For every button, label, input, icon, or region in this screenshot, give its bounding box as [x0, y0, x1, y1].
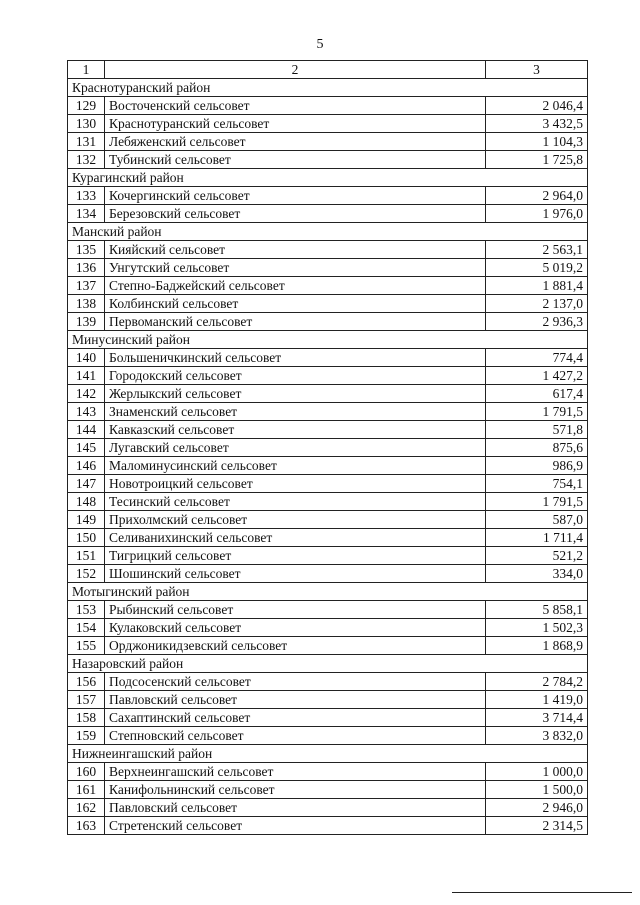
column-header-3: 3 — [486, 61, 588, 79]
amount-value: 2 137,0 — [486, 295, 588, 313]
row-number: 138 — [68, 295, 105, 313]
amount-value: 334,0 — [486, 565, 588, 583]
row-number: 161 — [68, 781, 105, 799]
row-number: 156 — [68, 673, 105, 691]
row-number: 140 — [68, 349, 105, 367]
amount-value: 2 563,1 — [486, 241, 588, 259]
amount-value: 2 046,4 — [486, 97, 588, 115]
amount-value: 5 019,2 — [486, 259, 588, 277]
settlement-name: Верхнеингашский сельсовет — [105, 763, 486, 781]
table-row — [68, 475, 588, 493]
settlement-name: Павловский сельсовет — [105, 799, 486, 817]
table-row — [68, 187, 588, 205]
table-row — [68, 457, 588, 475]
table-row — [68, 727, 588, 745]
row-number: 132 — [68, 151, 105, 169]
row-number: 139 — [68, 313, 105, 331]
district-name: Мотыгинский район — [68, 583, 588, 601]
amount-value: 1 881,4 — [486, 277, 588, 295]
amount-value: 1 427,2 — [486, 367, 588, 385]
district-row — [68, 583, 588, 601]
column-header-1: 1 — [68, 61, 105, 79]
settlement-name: Жерлыкский сельсовет — [105, 385, 486, 403]
table-row — [68, 493, 588, 511]
amount-value: 1 976,0 — [486, 205, 588, 223]
row-number: 146 — [68, 457, 105, 475]
table-row — [68, 295, 588, 313]
amount-value: 587,0 — [486, 511, 588, 529]
row-number: 148 — [68, 493, 105, 511]
table-row — [68, 151, 588, 169]
row-number: 147 — [68, 475, 105, 493]
settlement-name: Унгутский сельсовет — [105, 259, 486, 277]
row-number: 135 — [68, 241, 105, 259]
district-row — [68, 79, 588, 97]
table-row — [68, 619, 588, 637]
amount-value: 1 500,0 — [486, 781, 588, 799]
settlement-name: Канифольнинский сельсовет — [105, 781, 486, 799]
table-row — [68, 313, 588, 331]
settlement-name: Большеничкинский сельсовет — [105, 349, 486, 367]
table-row — [68, 565, 588, 583]
amount-value: 2 314,5 — [486, 817, 588, 835]
amount-value: 521,2 — [486, 547, 588, 565]
amount-value: 571,8 — [486, 421, 588, 439]
table-row — [68, 421, 588, 439]
settlement-name: Кияйский сельсовет — [105, 241, 486, 259]
district-name: Манский район — [68, 223, 588, 241]
amount-value: 2 936,3 — [486, 313, 588, 331]
settlement-name: Тесинский сельсовет — [105, 493, 486, 511]
settlement-name: Лугавский сельсовет — [105, 439, 486, 457]
settlement-name: Городокский сельсовет — [105, 367, 486, 385]
table-row — [68, 205, 588, 223]
row-number: 144 — [68, 421, 105, 439]
row-number: 130 — [68, 115, 105, 133]
amount-value: 774,4 — [486, 349, 588, 367]
allocation-table — [67, 60, 588, 835]
amount-value: 617,4 — [486, 385, 588, 403]
amount-value: 5 858,1 — [486, 601, 588, 619]
page-number: 5 — [316, 37, 324, 52]
district-name: Краснотуранский район — [68, 79, 588, 97]
settlement-name: Селиванихинский сельсовет — [105, 529, 486, 547]
column-header-row — [68, 61, 588, 79]
settlement-name: Кулаковский сельсовет — [105, 619, 486, 637]
settlement-name: Кавказский сельсовет — [105, 421, 486, 439]
row-number: 157 — [68, 691, 105, 709]
district-row — [68, 655, 588, 673]
row-number: 163 — [68, 817, 105, 835]
amount-value: 2 784,2 — [486, 673, 588, 691]
settlement-name: Рыбинский сельсовет — [105, 601, 486, 619]
settlement-name: Новотроицкий сельсовет — [105, 475, 486, 493]
row-number: 158 — [68, 709, 105, 727]
settlement-name: Павловский сельсовет — [105, 691, 486, 709]
amount-value: 1 868,9 — [486, 637, 588, 655]
settlement-name: Тубинский сельсовет — [105, 151, 486, 169]
settlement-name: Степновский сельсовет — [105, 727, 486, 745]
table-row — [68, 403, 588, 421]
table-row — [68, 781, 588, 799]
settlement-name: Первоманский сельсовет — [105, 313, 486, 331]
settlement-name: Стретенский сельсовет — [105, 817, 486, 835]
row-number: 137 — [68, 277, 105, 295]
district-row — [68, 331, 588, 349]
table-row — [68, 349, 588, 367]
amount-value: 1 791,5 — [486, 403, 588, 421]
settlement-name: Степно-Баджейский сельсовет — [105, 277, 486, 295]
row-number: 145 — [68, 439, 105, 457]
row-number: 134 — [68, 205, 105, 223]
amount-value: 1 725,8 — [486, 151, 588, 169]
row-number: 160 — [68, 763, 105, 781]
column-header-2: 2 — [105, 61, 486, 79]
table-row — [68, 691, 588, 709]
row-number: 153 — [68, 601, 105, 619]
amount-value: 875,6 — [486, 439, 588, 457]
amount-value: 1 711,4 — [486, 529, 588, 547]
row-number: 159 — [68, 727, 105, 745]
table-row — [68, 547, 588, 565]
district-name: Назаровский район — [68, 655, 588, 673]
settlement-name: Орджоникидзевский сельсовет — [105, 637, 486, 655]
table-row — [68, 637, 588, 655]
amount-value: 986,9 — [486, 457, 588, 475]
table-row — [68, 259, 588, 277]
settlement-name: Восточенский сельсовет — [105, 97, 486, 115]
amount-value: 1 419,0 — [486, 691, 588, 709]
row-number: 155 — [68, 637, 105, 655]
table-row — [68, 277, 588, 295]
row-number: 154 — [68, 619, 105, 637]
footer-rule — [452, 892, 632, 893]
district-name: Курагинский район — [68, 169, 588, 187]
settlement-name: Колбинский сельсовет — [105, 295, 486, 313]
table-row — [68, 133, 588, 151]
table-row — [68, 385, 588, 403]
row-number: 141 — [68, 367, 105, 385]
settlement-name: Знаменский сельсовет — [105, 403, 486, 421]
district-row — [68, 223, 588, 241]
amount-value: 3 832,0 — [486, 727, 588, 745]
table-body — [68, 61, 588, 835]
row-number: 152 — [68, 565, 105, 583]
row-number: 150 — [68, 529, 105, 547]
table-row — [68, 439, 588, 457]
amount-value: 1 502,3 — [486, 619, 588, 637]
settlement-name: Краснотуранский сельсовет — [105, 115, 486, 133]
row-number: 133 — [68, 187, 105, 205]
row-number: 142 — [68, 385, 105, 403]
settlement-name: Шошинский сельсовет — [105, 565, 486, 583]
district-row — [68, 169, 588, 187]
settlement-name: Маломинусинский сельсовет — [105, 457, 486, 475]
amount-value: 2 946,0 — [486, 799, 588, 817]
amount-value: 1 104,3 — [486, 133, 588, 151]
amount-value: 754,1 — [486, 475, 588, 493]
district-row — [68, 745, 588, 763]
table-row — [68, 241, 588, 259]
row-number: 129 — [68, 97, 105, 115]
row-number: 143 — [68, 403, 105, 421]
table-row — [68, 601, 588, 619]
settlement-name: Тигрицкий сельсовет — [105, 547, 486, 565]
settlement-name: Сахаптинский сельсовет — [105, 709, 486, 727]
amount-value: 1 000,0 — [486, 763, 588, 781]
amount-value: 1 791,5 — [486, 493, 588, 511]
settlement-name: Кочергинский сельсовет — [105, 187, 486, 205]
table-row — [68, 97, 588, 115]
table-row — [68, 529, 588, 547]
settlement-name: Подсосенский сельсовет — [105, 673, 486, 691]
table-row — [68, 817, 588, 835]
row-number: 136 — [68, 259, 105, 277]
table-row — [68, 763, 588, 781]
row-number: 131 — [68, 133, 105, 151]
table-row — [68, 115, 588, 133]
settlement-name: Прихолмский сельсовет — [105, 511, 486, 529]
table-row — [68, 709, 588, 727]
table-row — [68, 673, 588, 691]
row-number: 151 — [68, 547, 105, 565]
table-row — [68, 511, 588, 529]
table-row — [68, 367, 588, 385]
settlement-name: Березовский сельсовет — [105, 205, 486, 223]
settlement-name: Лебяженский сельсовет — [105, 133, 486, 151]
district-name: Минусинский район — [68, 331, 588, 349]
amount-value: 3 432,5 — [486, 115, 588, 133]
table-row — [68, 799, 588, 817]
district-name: Нижнеингашский район — [68, 745, 588, 763]
amount-value: 3 714,4 — [486, 709, 588, 727]
amount-value: 2 964,0 — [486, 187, 588, 205]
row-number: 162 — [68, 799, 105, 817]
row-number: 149 — [68, 511, 105, 529]
